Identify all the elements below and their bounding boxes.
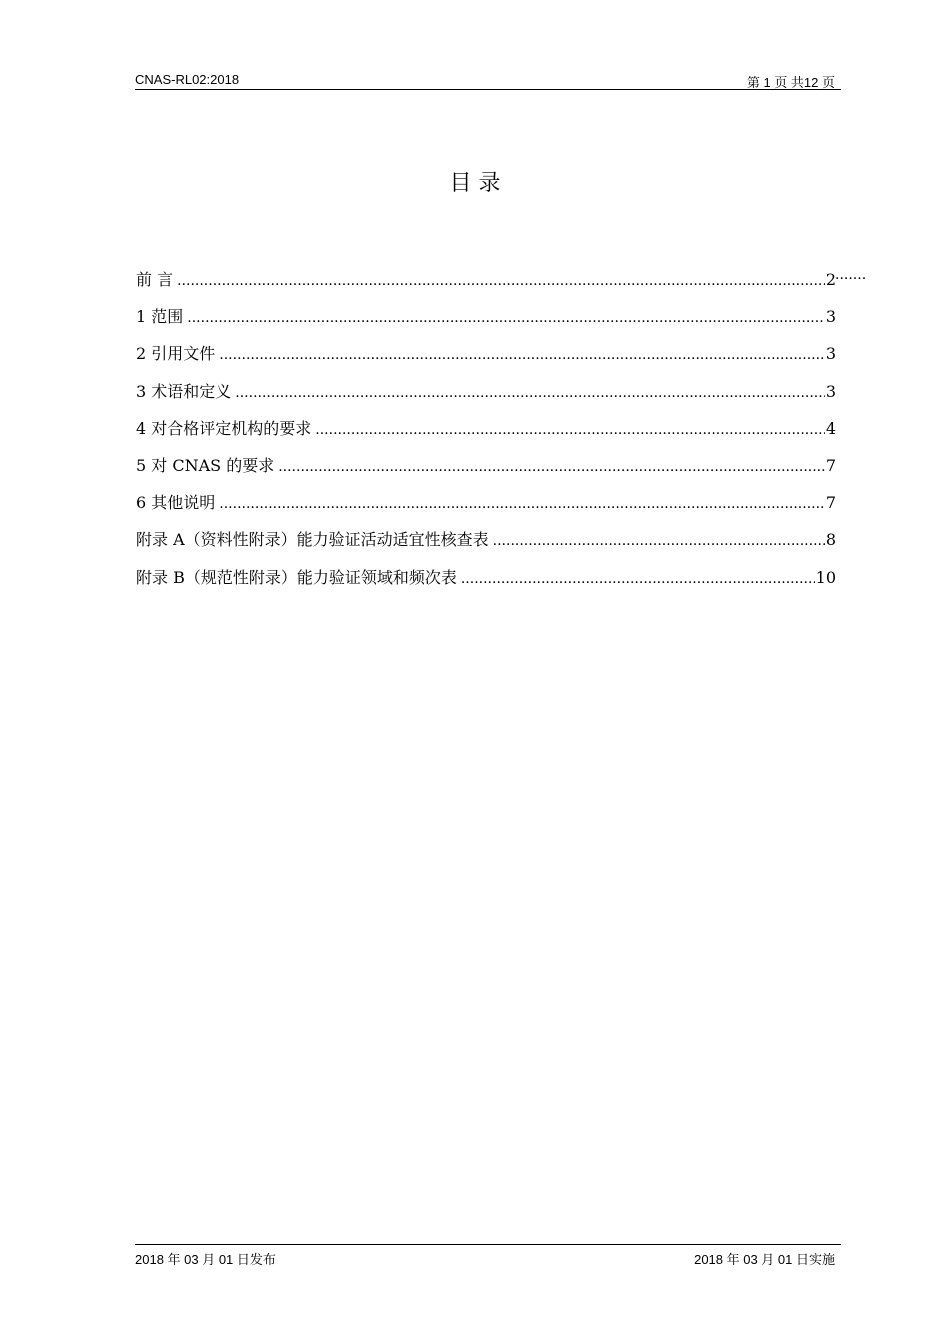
toc-entry-page: 3 bbox=[825, 381, 836, 401]
toc-entry-label: 3 术语和定义 bbox=[136, 381, 232, 401]
toc-entry-page: 3 bbox=[825, 344, 836, 364]
dot-leader bbox=[235, 385, 825, 401]
table-of-contents bbox=[136, 267, 867, 602]
dot-leader bbox=[177, 273, 825, 289]
toc-entry-label: 5 对 CNAS 的要求 bbox=[136, 455, 275, 475]
toc-entry-label: 6 其他说明 bbox=[136, 493, 216, 513]
toc-entry-page: 7 bbox=[825, 493, 836, 513]
toc-title: 目 录 bbox=[449, 171, 501, 196]
dot-leader bbox=[315, 422, 825, 438]
toc-entry-label: 附录 B（规范性附录）能力验证领域和频次表 bbox=[136, 567, 457, 587]
toc-entry-references[interactable] bbox=[136, 341, 836, 378]
dot-leader bbox=[461, 571, 815, 587]
dot-leader bbox=[219, 496, 825, 512]
dot-leader bbox=[493, 533, 825, 549]
page-footer bbox=[135, 1244, 841, 1267]
toc-entry-page: 7 bbox=[825, 455, 836, 475]
page-number-info: 第 1 页 共12 页 bbox=[746, 75, 835, 90]
issue-date: 2018 年 03 月 01 日发布 bbox=[135, 1252, 276, 1267]
toc-entry-label: 附录 A（资料性附录）能力验证活动适宜性核查表 bbox=[136, 530, 489, 550]
toc-entry-appendix-b[interactable] bbox=[136, 565, 836, 602]
toc-entry-cnas-requirements[interactable] bbox=[136, 453, 836, 490]
dot-leader bbox=[278, 459, 825, 475]
toc-entry-label: 4 对合格评定机构的要求 bbox=[136, 418, 312, 438]
toc-entry-cab-requirements[interactable] bbox=[136, 416, 836, 453]
toc-entry-other-notes[interactable] bbox=[136, 490, 836, 527]
dot-leader bbox=[187, 310, 825, 326]
toc-entry-page: 8 bbox=[825, 530, 836, 550]
toc-entry-page: 4 bbox=[825, 418, 836, 438]
toc-entry-page: 2 bbox=[825, 270, 836, 289]
toc-entry-scope[interactable] bbox=[136, 304, 836, 341]
toc-entry-page: 10 bbox=[815, 567, 836, 587]
dot-leader bbox=[219, 347, 825, 363]
document-id: CNAS-RL02:2018 bbox=[135, 72, 240, 87]
toc-entry-label: 2 引用文件 bbox=[136, 344, 216, 364]
toc-entry-label: 前 言 bbox=[136, 270, 174, 289]
toc-entry-preface[interactable] bbox=[136, 267, 867, 304]
toc-entry-page: 3 bbox=[825, 307, 836, 327]
toc-overflow-dots: ....... bbox=[835, 267, 867, 283]
toc-entry-appendix-a[interactable] bbox=[136, 527, 836, 564]
toc-entry-terms[interactable] bbox=[136, 379, 836, 416]
toc-entry-label: 1 范围 bbox=[136, 307, 184, 327]
effective-date: 2018 年 03 月 01 日实施 bbox=[694, 1252, 835, 1267]
page-header bbox=[135, 70, 841, 90]
